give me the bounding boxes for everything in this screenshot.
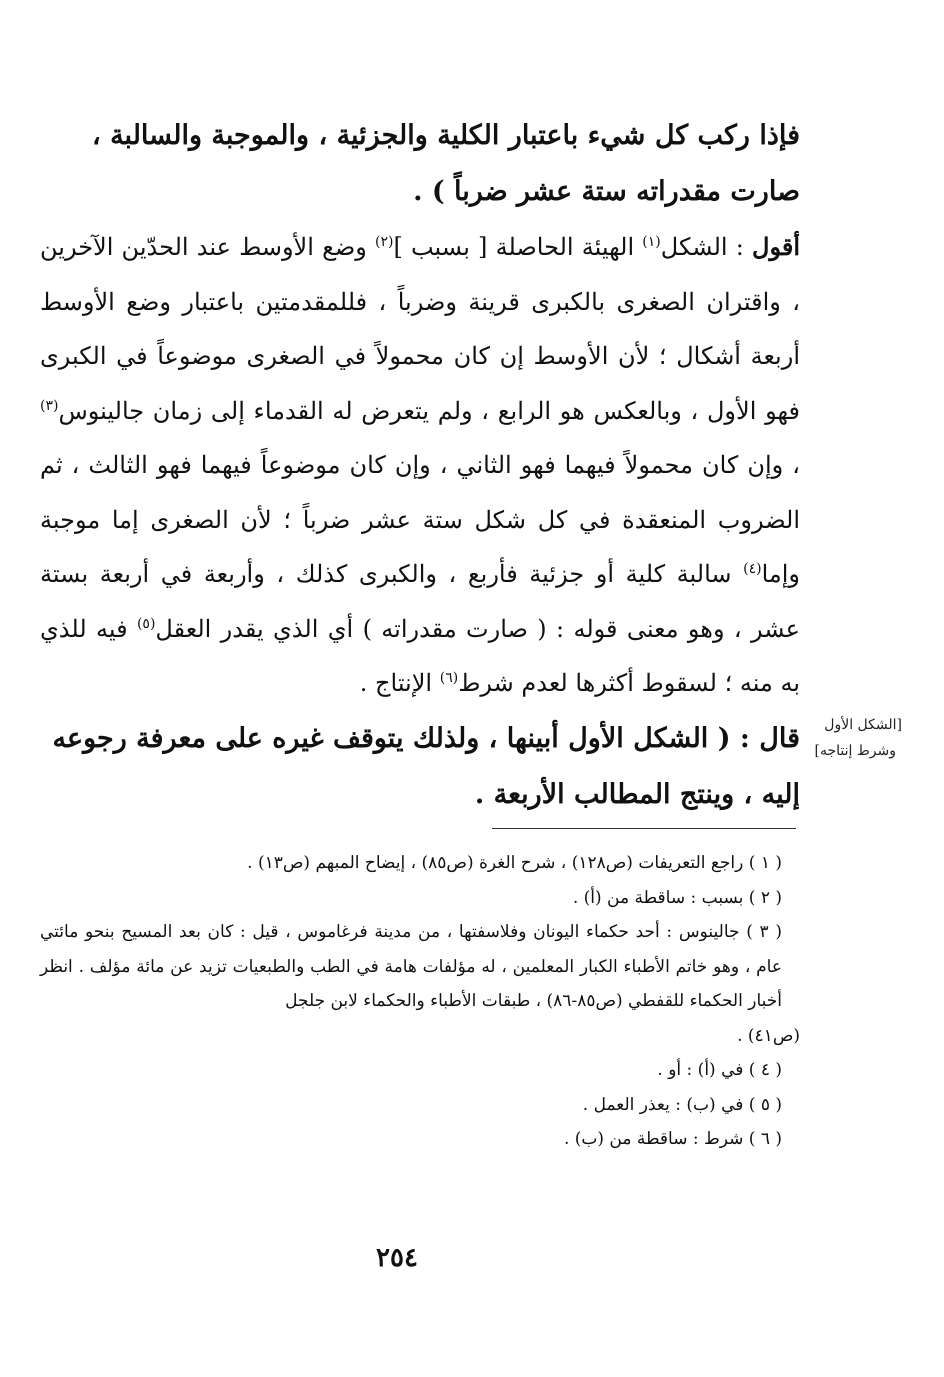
matn-line: إليه ، وينتج المطالب الأربعة . <box>474 778 800 810</box>
commentary-text: سالبة كلية أو جزئية فأربع ، والكبرى كذلك ، وأربعة في أربعة بستة عشر ، وهو معنى قوله : ( صارت مقدراته ) أي الذي يقدر العقل <box>40 560 800 643</box>
footnote-ref: (١) <box>642 234 661 250</box>
commentary-text: فيه للذي به منه ؛ لسقوط أكثرها لعدم شرط <box>40 614 800 697</box>
footnote: ( ٤ ) في (أ) : أو . <box>657 1060 782 1080</box>
margin-heading-line: [الشكل الأول <box>824 717 902 733</box>
commentary-lead: أقول <box>752 232 800 261</box>
footnote: ( ٥ ) في (ب) : يعذر العمل . <box>582 1094 782 1115</box>
commentary-text: وضع الأوسط عند الحدّين الآخرين ، واقتران الصغرى بالكبرى قرينة وضرباً ، فللمقدمتين باعتبار وضع الأوسط أربعة أشكال ؛ لأن الأوسط إن كان محمولاً في الصغرى موضوعاً في الكبرى فهو الأول ، وبالعكس هو الرابع ، ولم يتعرض له القدماء إلى زمان جالينوس <box>40 233 800 425</box>
footnote: ( ٦ ) شرط : ساقطة من (ب) . <box>563 1129 782 1149</box>
matn-line: فإذا ركب كل شيء باعتبار الكلية والجزئية ، والموجبة والسالبة ، <box>91 120 800 151</box>
footnote-continuation: (ص٤١) . <box>737 1025 800 1046</box>
commentary-text: ، وإن كان محمولاً فيهما فهو الثاني ، وإن كان موضوعاً فيهما فهو الثالث ، ثم الضروب المنعقدة في كل شكل ستة عشر ضرباً ؛ لأن الصغرى إما موجبة وإما <box>40 451 800 588</box>
main-text <box>40 108 800 823</box>
footnote-ref: (٣) <box>40 397 59 414</box>
footnote-ref: (٤) <box>743 561 762 577</box>
commentary-text: الإنتاج . <box>359 669 440 697</box>
footnote: ( ١ ) راجع التعريفات (ص١٢٨) ، شرح الغرة (ص٨٥) ، إيضاح المبهم (ص١٣) . <box>247 853 782 873</box>
footnote-divider <box>492 828 796 829</box>
footnotes <box>40 846 800 1157</box>
page-number: ٢٥٤ <box>376 1243 418 1273</box>
commentary-text: : الشكل <box>660 233 753 261</box>
commentary-text: الهيئة الحاصلة [ بسبب ] <box>393 233 643 261</box>
margin-heading <box>802 712 902 764</box>
footnote-ref: (٦) <box>439 670 459 686</box>
commentary-paragraph <box>40 220 800 711</box>
matn-line: قال : ( الشكل الأول أبينها ، ولذلك يتوقف غيره على معرفة رجوعه <box>52 722 800 754</box>
footnote: ( ٣ ) جالينوس : أحد حكماء اليونان وفلاسفتها ، من مدينة فرغاموس ، قيل : كان بعد المسيح بنحو مائتي عام ، وهو خاتم الأطباء الكبار المعلمين ، له مؤلفات هامة في الطب والطبعيات تزيد عن مائة مؤلف . انظر أخبار الحكماء للقفطي (ص٨٥-٨٦) ، طبقات الأطباء والحكماء لابن جلجل <box>40 922 782 1011</box>
footnote-ref: (٢) <box>374 234 394 250</box>
footnote-ref: (٥) <box>136 615 156 632</box>
margin-heading-line: وشرط إنتاجه] <box>814 743 896 759</box>
matn-line: صارت مقدراته ستة عشر ضرباً ) . <box>413 176 800 207</box>
footnote: ( ٢ ) بسبب : ساقطة من (أ) . <box>572 887 782 908</box>
